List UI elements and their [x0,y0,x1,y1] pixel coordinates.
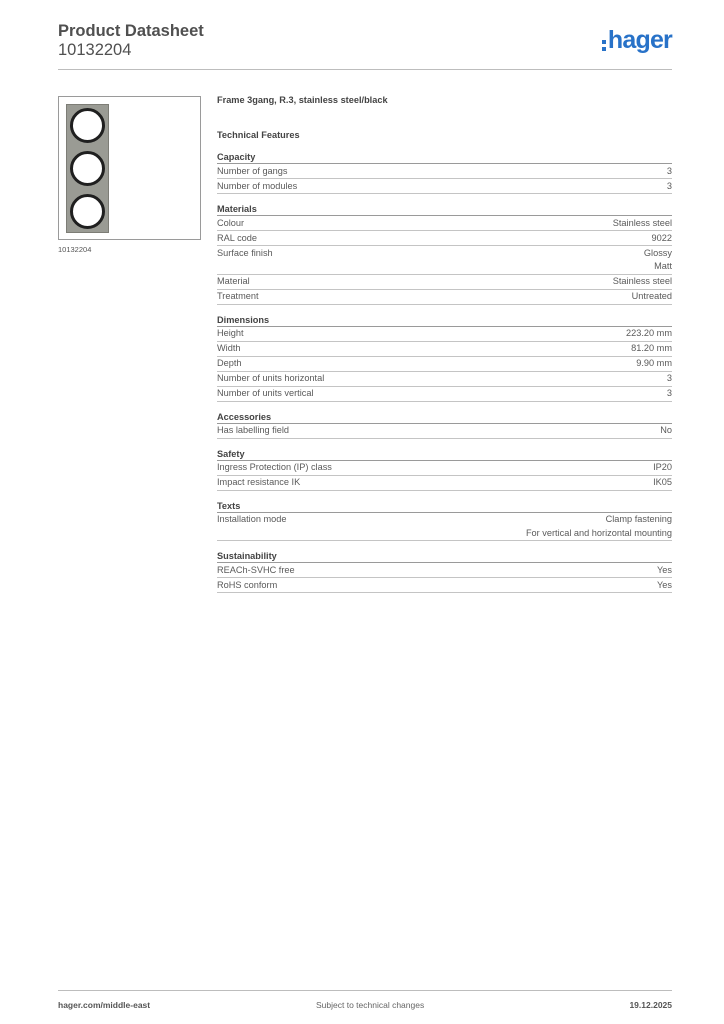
hager-logo[interactable] [602,26,672,55]
feature-value: 3 [666,388,672,398]
footer-date: 19.12.2025 [629,1000,672,1010]
feature-value: Yes [657,564,672,575]
logo-text: hager [607,26,672,54]
feature-value: 3 [666,180,672,191]
feature-row [217,275,672,290]
feature-label: Number of modules [217,180,298,191]
document-title: Product Datasheet [58,22,204,40]
feature-label: Has labelling field [217,425,290,435]
section-title: Dimensions [217,314,672,327]
frame-opening-2 [70,151,105,186]
feature-row [217,246,672,275]
feature-value: No [660,425,672,435]
section-sustainability [217,550,672,593]
frame-opening-1 [70,108,105,143]
feature-label: Impact resistance IK [217,477,301,487]
feature-row [217,578,672,593]
feature-row [217,424,672,439]
feature-label: Height [217,328,244,338]
section-capacity [217,151,672,194]
feature-row [217,164,672,179]
section-title: Texts [217,500,672,513]
feature-row [217,357,672,372]
feature-value: 81.20 mm [631,343,672,353]
feature-row [217,327,672,342]
product-image [58,96,201,240]
section-title: Accessories [217,411,672,424]
feature-label: Number of units horizontal [217,373,325,383]
feature-sections [217,151,672,593]
page-header [58,22,672,70]
frame-opening-3 [70,194,105,229]
feature-value: IP20 [653,462,672,472]
feature-label: Surface finish [217,247,273,258]
feature-label: Colour [217,217,245,228]
feature-label: Number of gangs [217,165,288,176]
section-title: Materials [217,203,672,216]
feature-row [217,231,672,246]
feature-label: RoHS conform [217,579,278,590]
section-title: Sustainability [217,550,672,563]
feature-label: Installation mode [217,514,287,524]
feature-row [217,563,672,578]
section-accessories [217,411,672,439]
feature-row [217,216,672,231]
feature-label: Width [217,343,241,353]
image-caption: 10132204 [58,245,92,254]
feature-label: Ingress Protection (IP) class [217,462,332,472]
section-title: Safety [217,448,672,461]
feature-value: 3 [666,165,672,176]
feature-row [217,372,672,387]
document-number: 10132204 [58,41,132,59]
feature-value: Stainless steel [612,217,672,228]
feature-value: 223.20 mm [626,328,672,338]
feature-value: Glossy Matt [643,247,672,271]
feature-value: 9.90 mm [636,358,672,368]
feature-row [217,513,672,542]
footer-website-link[interactable]: hager.com/middle-east [58,1000,151,1010]
feature-label: Depth [217,358,242,368]
feature-row [217,179,672,194]
datasheet-content [217,94,672,602]
feature-value: IK05 [653,477,672,487]
hager-dots-icon [602,40,606,51]
section-dimensions [217,314,672,402]
section-safety [217,448,672,491]
feature-row [217,476,672,491]
feature-value: Stainless steel [612,276,672,286]
feature-row [217,342,672,357]
feature-value: Clamp fastening For vertical and horizontal mounting [525,514,672,538]
feature-value: Yes [657,579,672,590]
section-title: Capacity [217,151,672,164]
footer-notice: Subject to technical changes [316,1000,425,1010]
technical-features-heading: Technical Features [217,130,300,140]
section-texts [217,500,672,542]
feature-row [217,387,672,402]
feature-row [217,290,672,305]
feature-value: 9022 [651,232,672,243]
feature-value: 3 [666,373,672,383]
page-footer [58,990,672,1014]
feature-value: Untreated [631,291,672,301]
feature-row [217,461,672,476]
feature-label: Number of units vertical [217,388,314,398]
frame-3gang-picture [66,104,109,233]
product-name: Frame 3gang, R.3, stainless steel/black [217,95,388,105]
feature-label: Material [217,276,250,286]
section-materials [217,203,672,305]
feature-label: Treatment [217,291,259,301]
feature-label: RAL code [217,232,258,243]
feature-label: REACh-SVHC free [217,564,295,575]
